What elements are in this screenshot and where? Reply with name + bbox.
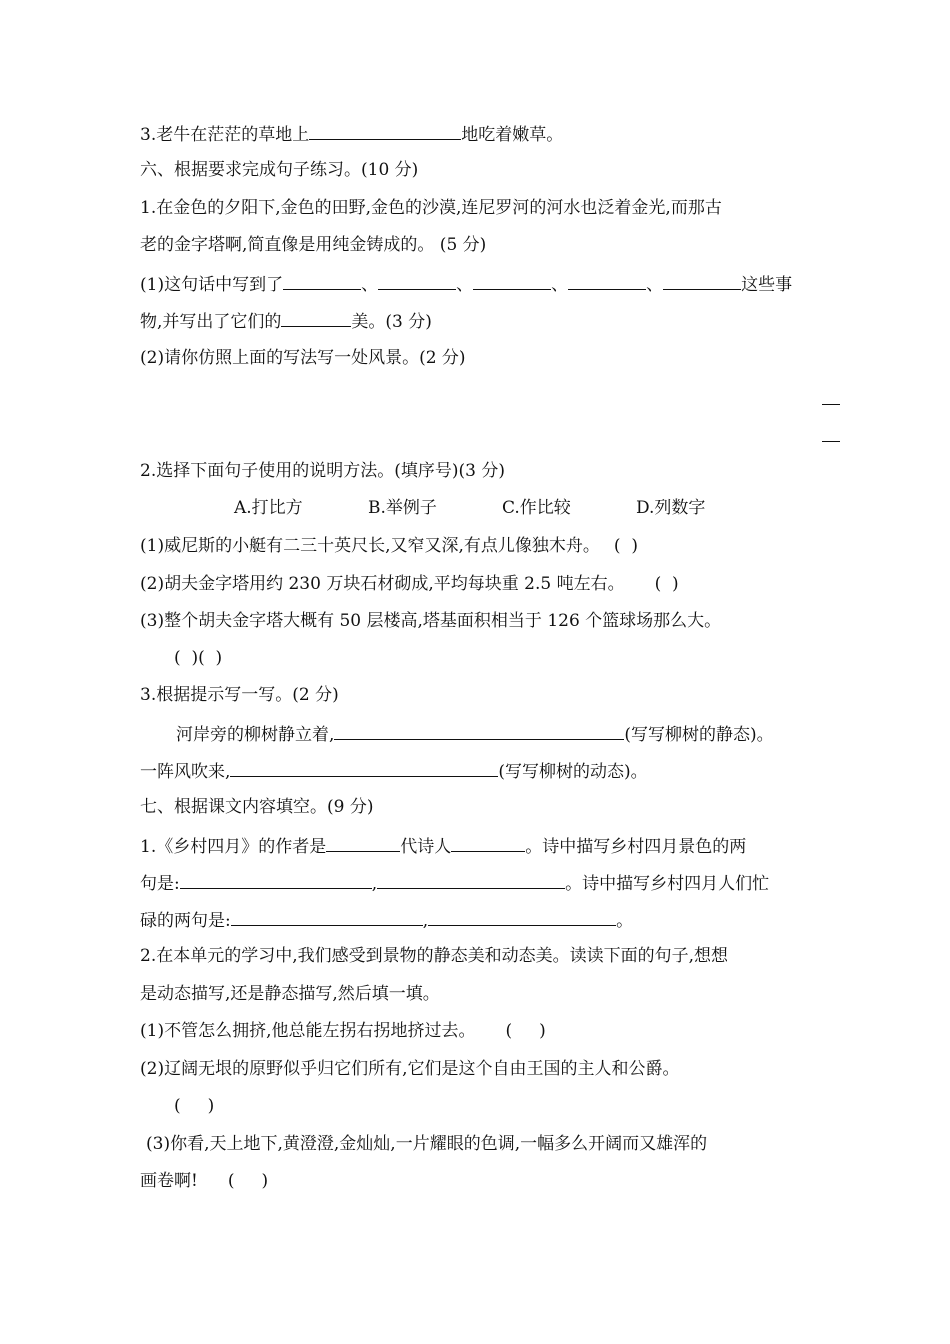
option-c: C.作比较 [502,498,571,518]
q7-2-s2-answer[interactable]: ( ) [174,1096,215,1116]
q5-3-blank[interactable] [309,121,461,140]
q6-2-s1 [140,534,638,558]
q7-1-a2: 代诗人 [400,837,452,857]
q7-1-blank-scene-2[interactable] [377,870,565,889]
section-7-heading: 七、根据课文内容填空。(9 分) [140,797,374,817]
q5-3-after: 地吃着嫩草。 [461,125,564,145]
separator: 、 [551,275,569,295]
q7-2-s1 [140,1019,546,1043]
section-6-heading: 六、根据要求完成句子练习。(10 分) [140,160,419,180]
q7-1-line3 [140,907,633,931]
q6-1-sub1-prefix: (1)这句话中写到了 [140,275,284,295]
q6-2-s2-answer[interactable]: ( ) [654,574,679,594]
q6-1-sub1-line2-prefix: 物,并写出了它们的 [140,312,282,332]
q7-1-line1 [140,833,746,857]
q6-1-line1: 1.在金色的夕阳下,金色的田野,金色的沙漠,连尼罗河的河水也泛着金光,而那古 [140,198,722,218]
q7-2-s3-line2 [140,1169,268,1193]
q5-3-line [140,121,563,145]
q7-1-blank-poet[interactable] [451,833,525,852]
separator: 、 [361,275,379,295]
q7-1-c3: 。 [616,911,634,931]
q6-1-blank-2[interactable] [378,271,456,290]
q7-2-s3-answer[interactable]: ( ) [227,1171,269,1191]
q6-3-blank-static[interactable] [334,721,624,740]
q5-3-before: 3.老牛在茫茫的草地上 [140,125,310,145]
q7-1-blank-dynasty[interactable] [326,833,400,852]
q6-2-s3: (3)整个胡夫金字塔大概有 50 层楼高,塔基面积相当于 126 个篮球场那么大。 [140,611,722,631]
answer-line-end-1[interactable] [822,404,840,405]
q6-3-line1 [176,721,774,745]
answer-line-end-2[interactable] [822,441,840,442]
q6-1-sub2: (2)请你仿照上面的写法写一处风景。(2 分) [140,348,466,368]
q6-3-line2-prefix: 一阵风吹来, [140,762,231,782]
q7-1-b3: 。诗中描写乡村四月人们忙 [565,874,770,894]
q6-1-sub1 [140,271,792,295]
q6-2-s1-answer[interactable]: ( ) [613,536,638,556]
q7-2-line2: 是动态描写,还是静态描写,然后填一填。 [140,984,440,1004]
q7-1-b2: , [371,874,378,894]
q6-1-blank-4[interactable] [568,271,646,290]
q7-1-line2 [140,870,769,894]
option-b: B.举例子 [368,498,437,518]
q6-3-line1-prefix: 河岸旁的柳树静立着, [176,725,335,745]
q7-2-s3-line1: (3)你看,天上地下,黄澄澄,金灿灿,一片耀眼的色调,一幅多么开阔而又雄浑的 [146,1134,708,1154]
q6-1-blank-1[interactable] [283,271,361,290]
q7-1-c2: , [422,911,429,931]
q6-3-line2 [140,758,648,782]
q6-3-line2-suffix: (写写柳树的动态)。 [498,762,648,782]
q6-2-s3-answer[interactable]: ( )( ) [174,648,223,668]
q6-1-line2: 老的金字塔啊,简直像是用纯金铸成的。 (5 分) [140,235,487,255]
q7-1-blank-people-2[interactable] [428,907,616,926]
q6-1-blank-5[interactable] [663,271,741,290]
q6-2-options [234,496,705,520]
q6-2-s1-text: (1)威尼斯的小艇有二三十英尺长,又窄又深,有点儿像独木舟。 [140,536,600,556]
q7-2-s2: (2)辽阔无垠的原野似乎归它们所有,它们是这个自由王国的主人和公爵。 [140,1059,680,1079]
q7-1-blank-scene-1[interactable] [180,870,372,889]
q6-3-heading: 3.根据提示写一写。(2 分) [140,685,339,705]
option-a: A.打比方 [234,498,303,518]
q7-1-blank-people-1[interactable] [231,907,423,926]
q6-2-s2 [140,572,679,596]
q6-1-sub1-line2-suffix: 美。(3 分) [351,312,432,332]
q7-1-c1: 碌的两句是: [140,911,231,931]
q7-2-s3-line2-text: 画卷啊! [140,1171,198,1191]
q6-2-s2-text: (2)胡夫金字塔用约 230 万块石材砌成,平均每块重 2.5 吨左右。 [140,574,625,594]
q6-3-blank-dynamic[interactable] [230,758,498,777]
q7-1-b1: 句是: [140,874,180,894]
q7-2-s1-answer[interactable]: ( ) [505,1021,546,1041]
q7-1-a3: 。诗中描写乡村四月景色的两 [525,837,747,857]
separator: 、 [646,275,664,295]
q7-2-line1: 2.在本单元的学习中,我们感受到景物的静态美和动态美。读读下面的句子,想想 [140,946,729,966]
q6-2-heading: 2.选择下面句子使用的说明方法。(填序号)(3 分) [140,461,505,481]
q6-1-blank-3[interactable] [473,271,551,290]
q6-1-sub1-line2 [140,308,432,332]
option-d: D.列数字 [636,498,706,518]
q6-1-blank-6[interactable] [281,308,351,327]
q7-1-a1: 1.《乡村四月》的作者是 [140,837,327,857]
q6-3-line1-suffix: (写写柳树的静态)。 [624,725,774,745]
separator: 、 [456,275,474,295]
q6-1-sub1-suffix: 这些事 [741,275,793,295]
q7-2-s1-text: (1)不管怎么拥挤,他总能左拐右拐地挤过去。 [140,1021,476,1041]
